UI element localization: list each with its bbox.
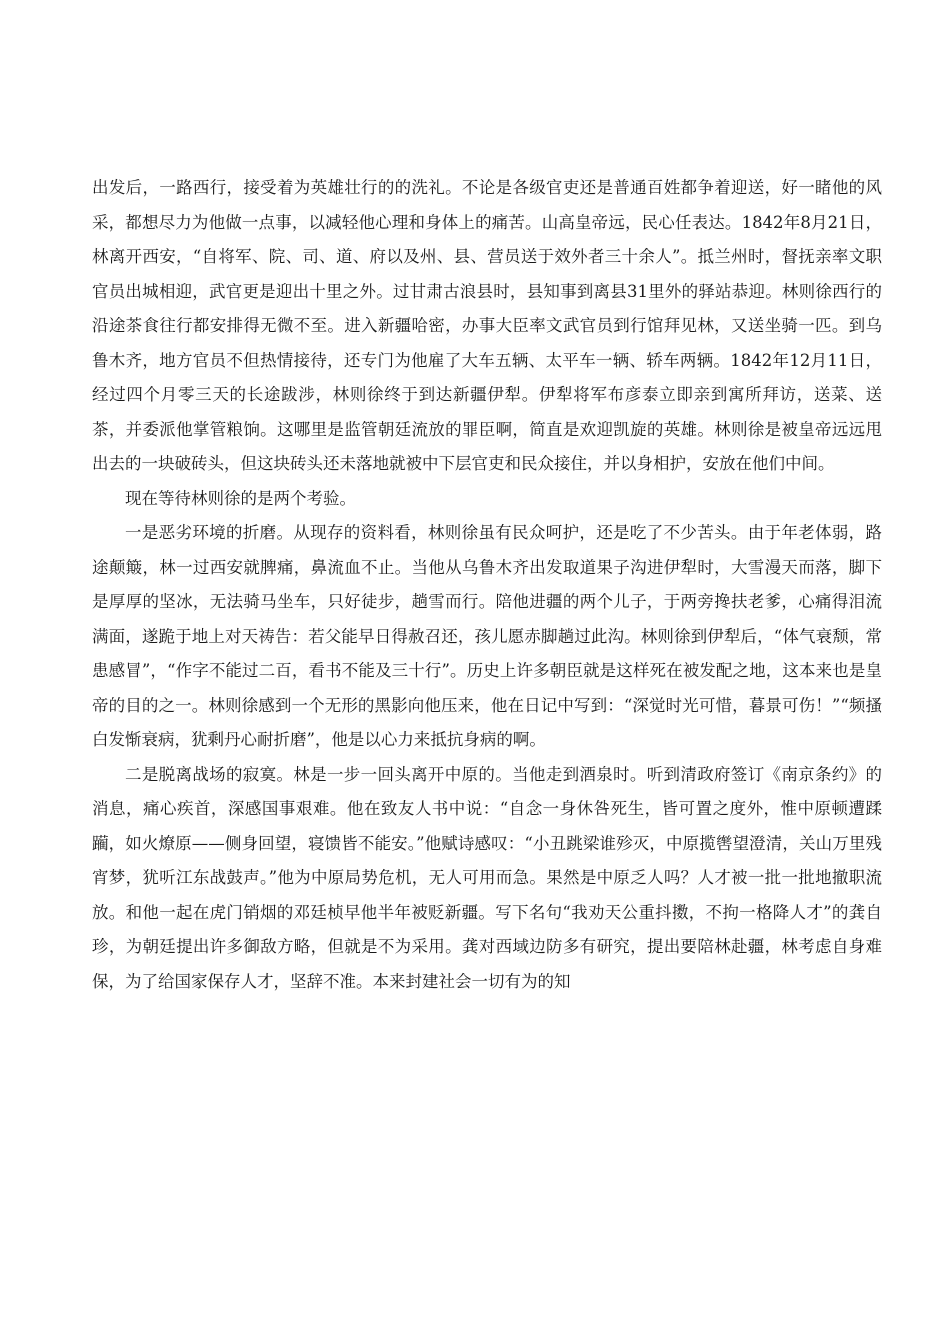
paragraph-4: 二是脱离战场的寂寞。林是一步一回头离开中原的。当他走到酒泉时。听到清政府签订《南京条约》的消息，痛心疾首，深感国事艰难。他在致友人书中说：“自念一身休咎死生，皆可置之度外，惟中原顿遭蹂躏，如火燎原——侧身回望，寝馈皆不能安。”他赋诗感叹：“小丑跳梁谁殄灭，中原揽辔望澄清，关山万里残宵梦，犹听江东战鼓声。”他为中原局势危机，无人可用而急。果然是中原乏人吗？人才被一批一批地撤职流放。和他一起在虎门销烟的邓廷桢早他半年被贬新疆。写下名句“我劝天公重抖擞，不拘一格降人才”的龚自珍，为朝廷提出许多御敌方略，但就是不为采用。龚对西域边防多有研究，提出要陪林赴疆，林考虑自身难保，为了给国家保存人才，坚辞不准。本来封建社会一切有为的知 <box>92 764 882 991</box>
paragraph-2: 现在等待林则徐的是两个考验。 <box>125 488 356 508</box>
paragraph-1: 出发后，一路西行，接受着为英雄壮行的的洗礼。不论是各级官吏还是普通百姓都争着迎送，好一睹他的风采，都想尽力为他做一点事，以减轻他心理和身体上的痛苦。山高皇帝远，民心任表达。1842年8月21日，林离开西安，“自将军、院、司、道、府以及州、县、营员送于效外者三十余人”。抵兰州时，督抚亲率文职官员出城相迎，武官更是迎出十里之外。过甘肃古浪县时，县知事到离县31里外的驿站恭迎。林则徐西行的沿途茶食往行都安排得无微不至。进入新疆哈密，办事大臣率文武官员到行馆拜见林，又送坐骑一匹。到乌鲁木齐，地方官员不但热情接待，还专门为他雇了大车五辆、太平车一辆、轿车两辆。1842年12月11日，经过四个月零三天的长途跋涉，林则徐终于到达新疆伊犁。伊犁将军布彦泰立即亲到寓所拜访，送菜、送茶，并委派他掌管粮饷。这哪里是监管朝廷流放的罪臣啊，简直是欢迎凯旋的英雄。林则徐是被皇帝远远甩出去的一块破砖头，但这块砖头还未落地就被中下层官吏和民众接住，并以身相护，安放在他们中间。 <box>92 178 882 473</box>
paragraph-3: 一是恶劣环境的折磨。从现存的资料看，林则徐虽有民众呵护，还是吃了不少苦头。由于年老体弱，路途颠簸，林一过西安就脾痛，鼻流血不止。当他从乌鲁木齐出发取道果子沟进伊犁时，大雪漫天而落，脚下是厚厚的坚冰，无法骑马坐车，只好徒步，趟雪而行。陪他进疆的两个儿子，于两旁搀扶老爹，心痛得泪流满面，遂跪于地上对天祷告：若父能早日得赦召还，孩儿愿赤脚趟过此沟。林则徐到伊犁后，“体气衰颓，常患感冒”，“作字不能过二百，看书不能及三十行”。历史上许多朝臣就是这样死在被发配之地，这本来也是皇帝的目的之一。林则徐感到一个无形的黑影向他压来，他在日记中写到：“深觉时光可惜，暮景可伤！”“频搔白发惭衰病，犹剩丹心耐折磨”，他是以心力来抵抗身病的啊。 <box>92 523 882 749</box>
document-page <box>92 171 882 999</box>
